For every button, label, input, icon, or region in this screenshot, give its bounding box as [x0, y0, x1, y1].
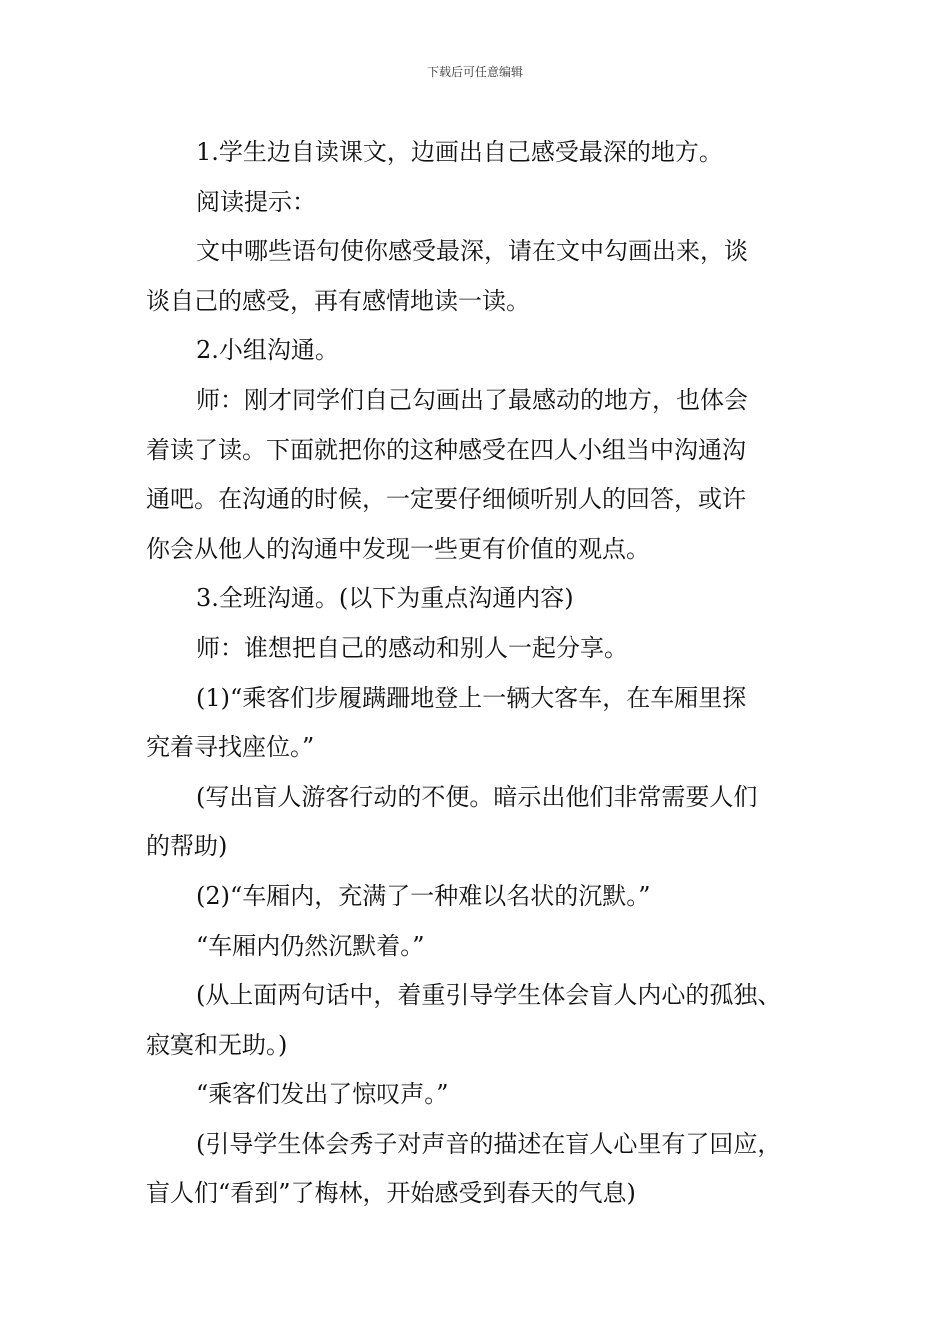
- text-line: 文中哪些语句使你感受最深，请在文中勾画出来，谈: [196, 237, 748, 266]
- text-line: 阅读提示：: [196, 187, 316, 216]
- text-line: (写出盲人游客行动的不便。暗示出他们非常需要人们: [196, 782, 758, 811]
- text-line: 3.全班沟通。(以下为重点沟通内容): [196, 584, 574, 613]
- text-line: (引导学生体会秀子对声音的描述在盲人心里有了回应，: [196, 1129, 782, 1158]
- text-line: “车厢内仍然沉默着。”: [196, 931, 425, 960]
- text-line: (1)“乘客们步履蹒跚地登上一辆大客车，在车厢里探: [196, 683, 747, 712]
- text-line: 盲人们“看到”了梅林，开始感受到春天的气息): [146, 1179, 636, 1208]
- text-line: 2.小组沟通。: [196, 336, 339, 365]
- text-line: 师：刚才同学们自己勾画出了最感动的地方，也体会: [196, 385, 748, 414]
- text-line: 着读了读。下面就把你的这种感受在四人小组当中沟通沟: [146, 435, 746, 464]
- document-body: [146, 128, 826, 1219]
- text-line: 寂寞和无助。): [146, 1030, 288, 1059]
- text-line: 的帮助): [146, 832, 228, 861]
- text-line: 谈自己的感受，再有感情地读一读。: [146, 286, 530, 315]
- text-line: 你会从他人的沟通中发现一些更有价值的观点。: [146, 534, 650, 563]
- text-line: (2)“车厢内，充满了一种难以名状的沉默。”: [196, 881, 651, 910]
- page-header: 下载后可任意编辑: [426, 65, 523, 79]
- text-line: 通吧。在沟通的时候，一定要仔细倾听别人的回答，或许: [146, 485, 746, 514]
- text-line: 师：谁想把自己的感动和别人一起分享。: [196, 633, 628, 662]
- text-line: 1.学生边自读课文，边画出自己感受最深的地方。: [196, 138, 723, 166]
- text-line: (从上面两句话中，着重引导学生体会盲人内心的孤独、: [196, 981, 782, 1010]
- text-line: 究着寻找座位。”: [146, 733, 315, 762]
- text-line: “乘客们发出了惊叹声。”: [196, 1080, 449, 1109]
